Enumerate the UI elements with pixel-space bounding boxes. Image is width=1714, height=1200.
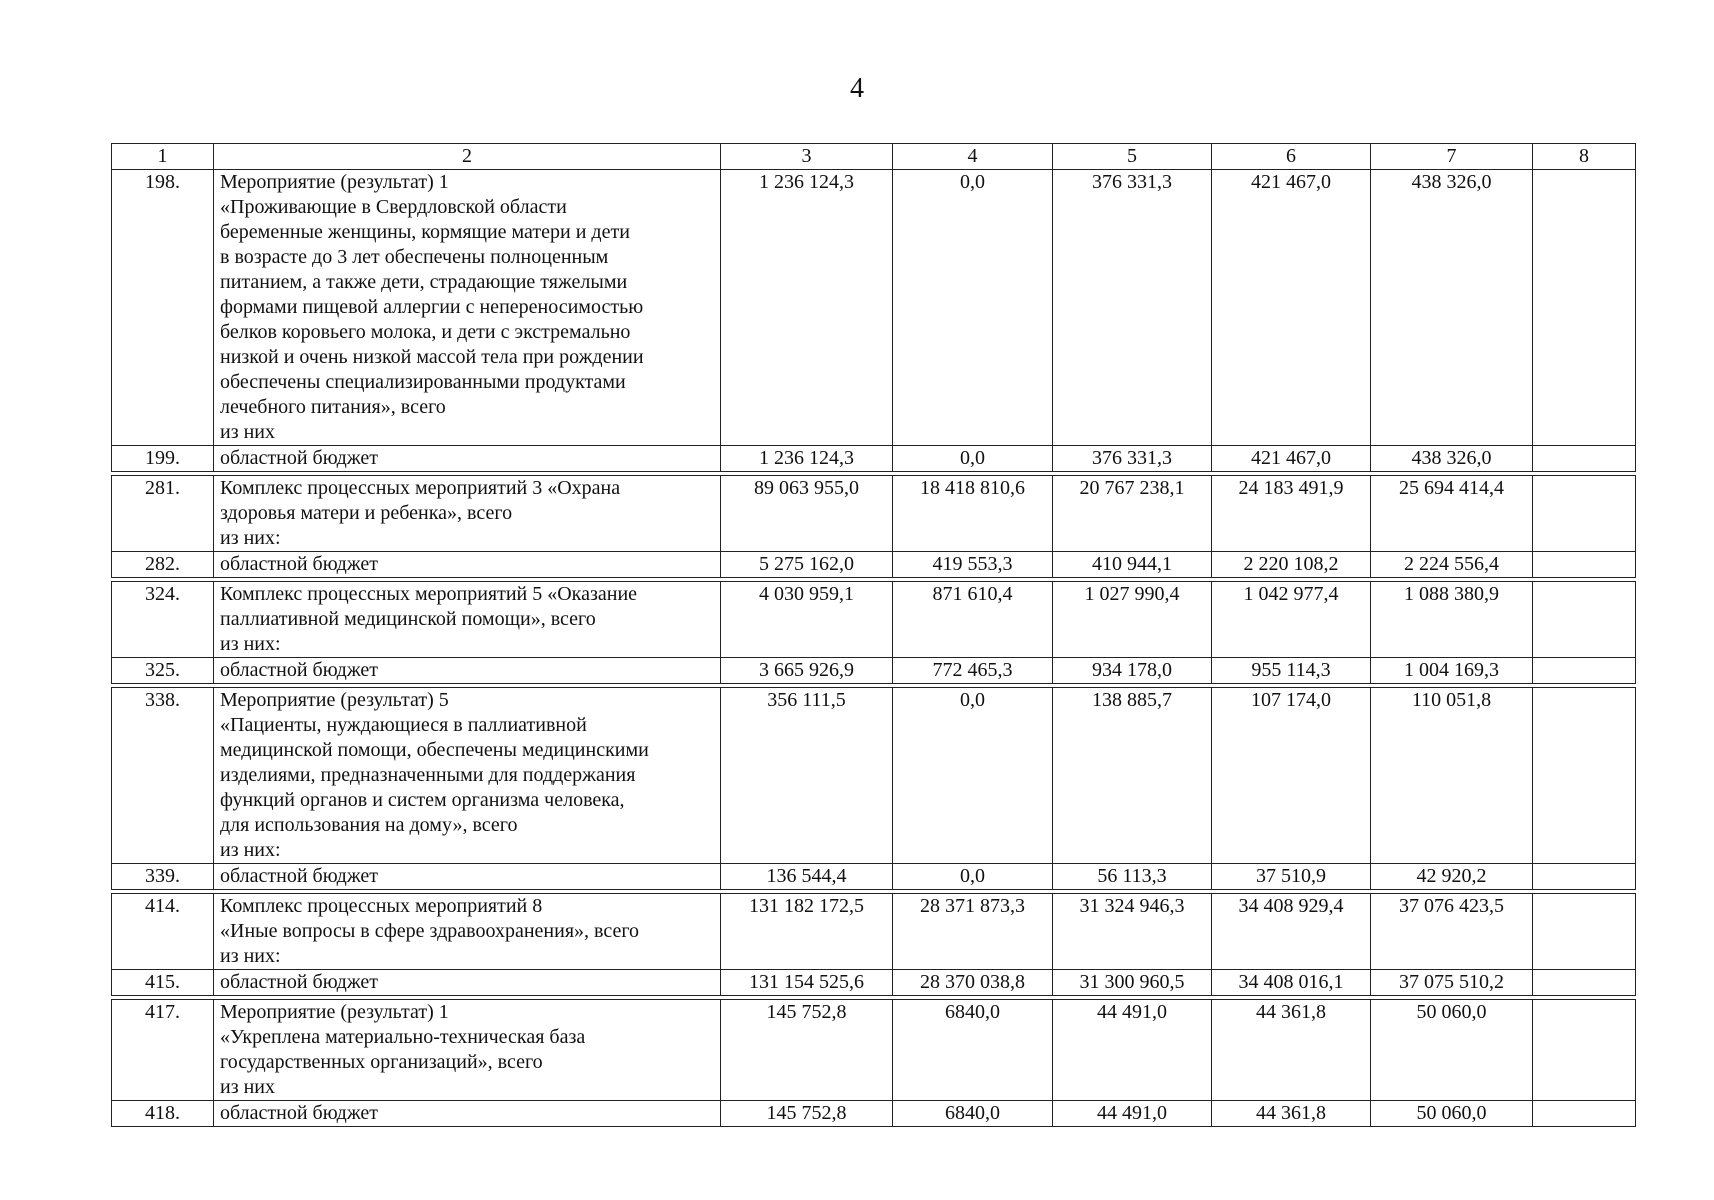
- value-cell-7: 438 326,0: [1371, 446, 1533, 472]
- row-number-cell: 418.: [112, 1101, 214, 1127]
- value-cell-7: 50 060,0: [1371, 1000, 1533, 1101]
- table-row: [112, 970, 1636, 996]
- value-cell-4: 419 553,3: [893, 552, 1053, 578]
- value-cell-4: 28 371 873,3: [893, 894, 1053, 970]
- value-cell-7: 42 920,2: [1371, 864, 1533, 890]
- value-cell-5: 44 491,0: [1053, 1000, 1212, 1101]
- row-number-cell: 199.: [112, 446, 214, 472]
- page-number: 4: [850, 73, 864, 104]
- column-header: 7: [1371, 144, 1533, 170]
- row-name-cell: Комплекс процессных мероприятий 5 «Оказание паллиативной медицинской помощи», всего из них:: [214, 582, 721, 658]
- value-cell-4: 0,0: [893, 864, 1053, 890]
- row-number-cell: 325.: [112, 658, 214, 684]
- row-number-cell: 324.: [112, 582, 214, 658]
- value-cell-5: 376 331,3: [1053, 170, 1212, 446]
- value-cell-3: 131 154 525,6: [721, 970, 893, 996]
- row-name-cell: областной бюджет: [214, 864, 721, 890]
- value-cell-7: 110 051,8: [1371, 688, 1533, 864]
- table-row: [112, 1101, 1636, 1127]
- column-header: 2: [214, 144, 721, 170]
- row-name-cell: областной бюджет: [214, 970, 721, 996]
- row-number-cell: 339.: [112, 864, 214, 890]
- budget-table: [111, 143, 1636, 1127]
- row-number-cell: 417.: [112, 1000, 214, 1101]
- value-cell-8: [1533, 970, 1636, 996]
- row-number-cell: 414.: [112, 894, 214, 970]
- value-cell-6: 37 510,9: [1212, 864, 1371, 890]
- row-number-cell: 282.: [112, 552, 214, 578]
- value-cell-5: 56 113,3: [1053, 864, 1212, 890]
- table-row: [112, 446, 1636, 472]
- column-header: 4: [893, 144, 1053, 170]
- value-cell-7: 37 075 510,2: [1371, 970, 1533, 996]
- row-number-cell: 415.: [112, 970, 214, 996]
- value-cell-3: 4 030 959,1: [721, 582, 893, 658]
- value-cell-8: [1533, 476, 1636, 552]
- column-header: 8: [1533, 144, 1636, 170]
- table-row: [112, 170, 1636, 446]
- value-cell-6: 1 042 977,4: [1212, 582, 1371, 658]
- value-cell-8: [1533, 864, 1636, 890]
- table-row: [112, 864, 1636, 890]
- value-cell-3: 89 063 955,0: [721, 476, 893, 552]
- value-cell-4: 0,0: [893, 688, 1053, 864]
- value-cell-6: 107 174,0: [1212, 688, 1371, 864]
- value-cell-8: [1533, 688, 1636, 864]
- row-name-cell: Комплекс процессных мероприятий 8 «Иные вопросы в сфере здравоохранения», всего из них:: [214, 894, 721, 970]
- value-cell-3: 3 665 926,9: [721, 658, 893, 684]
- value-cell-3: 145 752,8: [721, 1000, 893, 1101]
- value-cell-5: 44 491,0: [1053, 1101, 1212, 1127]
- value-cell-7: 50 060,0: [1371, 1101, 1533, 1127]
- column-header: 5: [1053, 144, 1212, 170]
- row-name-cell: Мероприятие (результат) 1 «Проживающие в Свердловской области беременные женщины, кормящие матери и дети в возрасте до 3 лет обеспечены полноценным питанием, а также дети, страдающие тяжелыми формами пищевой аллергии с непереносимостью белков коровьего молока, и дети с экстремально низкой и очень низкой массой тела при рождении обеспечены специализированными продуктами лечебного питания», всего из них: [214, 170, 721, 446]
- value-cell-3: 145 752,8: [721, 1101, 893, 1127]
- row-name-cell: Комплекс процессных мероприятий 3 «Охрана здоровья матери и ребенка», всего из них:: [214, 476, 721, 552]
- value-cell-7: 25 694 414,4: [1371, 476, 1533, 552]
- value-cell-5: 31 324 946,3: [1053, 894, 1212, 970]
- value-cell-7: 2 224 556,4: [1371, 552, 1533, 578]
- value-cell-6: 421 467,0: [1212, 446, 1371, 472]
- table-body: [112, 144, 1636, 1127]
- value-cell-7: 1 088 380,9: [1371, 582, 1533, 658]
- value-cell-3: 356 111,5: [721, 688, 893, 864]
- value-cell-3: 136 544,4: [721, 864, 893, 890]
- value-cell-4: 0,0: [893, 446, 1053, 472]
- value-cell-8: [1533, 658, 1636, 684]
- value-cell-5: 934 178,0: [1053, 658, 1212, 684]
- value-cell-5: 376 331,3: [1053, 446, 1212, 472]
- value-cell-6: 34 408 016,1: [1212, 970, 1371, 996]
- table-row: [112, 1000, 1636, 1101]
- row-name-cell: областной бюджет: [214, 1101, 721, 1127]
- row-number-cell: 198.: [112, 170, 214, 446]
- header-row: [112, 144, 1636, 170]
- value-cell-3: 5 275 162,0: [721, 552, 893, 578]
- table-row: [112, 688, 1636, 864]
- value-cell-4: 772 465,3: [893, 658, 1053, 684]
- row-number-cell: 338.: [112, 688, 214, 864]
- value-cell-8: [1533, 894, 1636, 970]
- column-header: 1: [112, 144, 214, 170]
- value-cell-5: 138 885,7: [1053, 688, 1212, 864]
- column-header: 3: [721, 144, 893, 170]
- value-cell-4: 18 418 810,6: [893, 476, 1053, 552]
- row-name-cell: Мероприятие (результат) 5 «Пациенты, нуждающиеся в паллиативной медицинской помощи, обеспечены медицинскими изделиями, предназначенными для поддержания функций органов и систем организма человека, для использования на дому», всего из них:: [214, 688, 721, 864]
- value-cell-4: 6840,0: [893, 1101, 1053, 1127]
- row-number-cell: 281.: [112, 476, 214, 552]
- value-cell-6: 44 361,8: [1212, 1101, 1371, 1127]
- value-cell-8: [1533, 1101, 1636, 1127]
- value-cell-6: 421 467,0: [1212, 170, 1371, 446]
- row-name-cell: Мероприятие (результат) 1 «Укреплена материально-техническая база государственных организаций», всего из них: [214, 1000, 721, 1101]
- table-row: [112, 582, 1636, 658]
- table-row: [112, 894, 1636, 970]
- row-name-cell: областной бюджет: [214, 446, 721, 472]
- value-cell-5: 1 027 990,4: [1053, 582, 1212, 658]
- value-cell-6: 34 408 929,4: [1212, 894, 1371, 970]
- row-name-cell: областной бюджет: [214, 552, 721, 578]
- value-cell-6: 24 183 491,9: [1212, 476, 1371, 552]
- column-header: 6: [1212, 144, 1371, 170]
- value-cell-5: 20 767 238,1: [1053, 476, 1212, 552]
- value-cell-7: 438 326,0: [1371, 170, 1533, 446]
- value-cell-7: 1 004 169,3: [1371, 658, 1533, 684]
- value-cell-8: [1533, 446, 1636, 472]
- value-cell-4: 6840,0: [893, 1000, 1053, 1101]
- value-cell-6: 44 361,8: [1212, 1000, 1371, 1101]
- value-cell-7: 37 076 423,5: [1371, 894, 1533, 970]
- table-row: [112, 658, 1636, 684]
- value-cell-5: 410 944,1: [1053, 552, 1212, 578]
- value-cell-6: 2 220 108,2: [1212, 552, 1371, 578]
- value-cell-4: 0,0: [893, 170, 1053, 446]
- value-cell-3: 1 236 124,3: [721, 170, 893, 446]
- value-cell-8: [1533, 170, 1636, 446]
- table-row: [112, 476, 1636, 552]
- table-row: [112, 552, 1636, 578]
- value-cell-8: [1533, 582, 1636, 658]
- value-cell-4: 871 610,4: [893, 582, 1053, 658]
- value-cell-8: [1533, 1000, 1636, 1101]
- value-cell-4: 28 370 038,8: [893, 970, 1053, 996]
- value-cell-3: 1 236 124,3: [721, 446, 893, 472]
- value-cell-3: 131 182 172,5: [721, 894, 893, 970]
- value-cell-5: 31 300 960,5: [1053, 970, 1212, 996]
- row-name-cell: областной бюджет: [214, 658, 721, 684]
- value-cell-8: [1533, 552, 1636, 578]
- value-cell-6: 955 114,3: [1212, 658, 1371, 684]
